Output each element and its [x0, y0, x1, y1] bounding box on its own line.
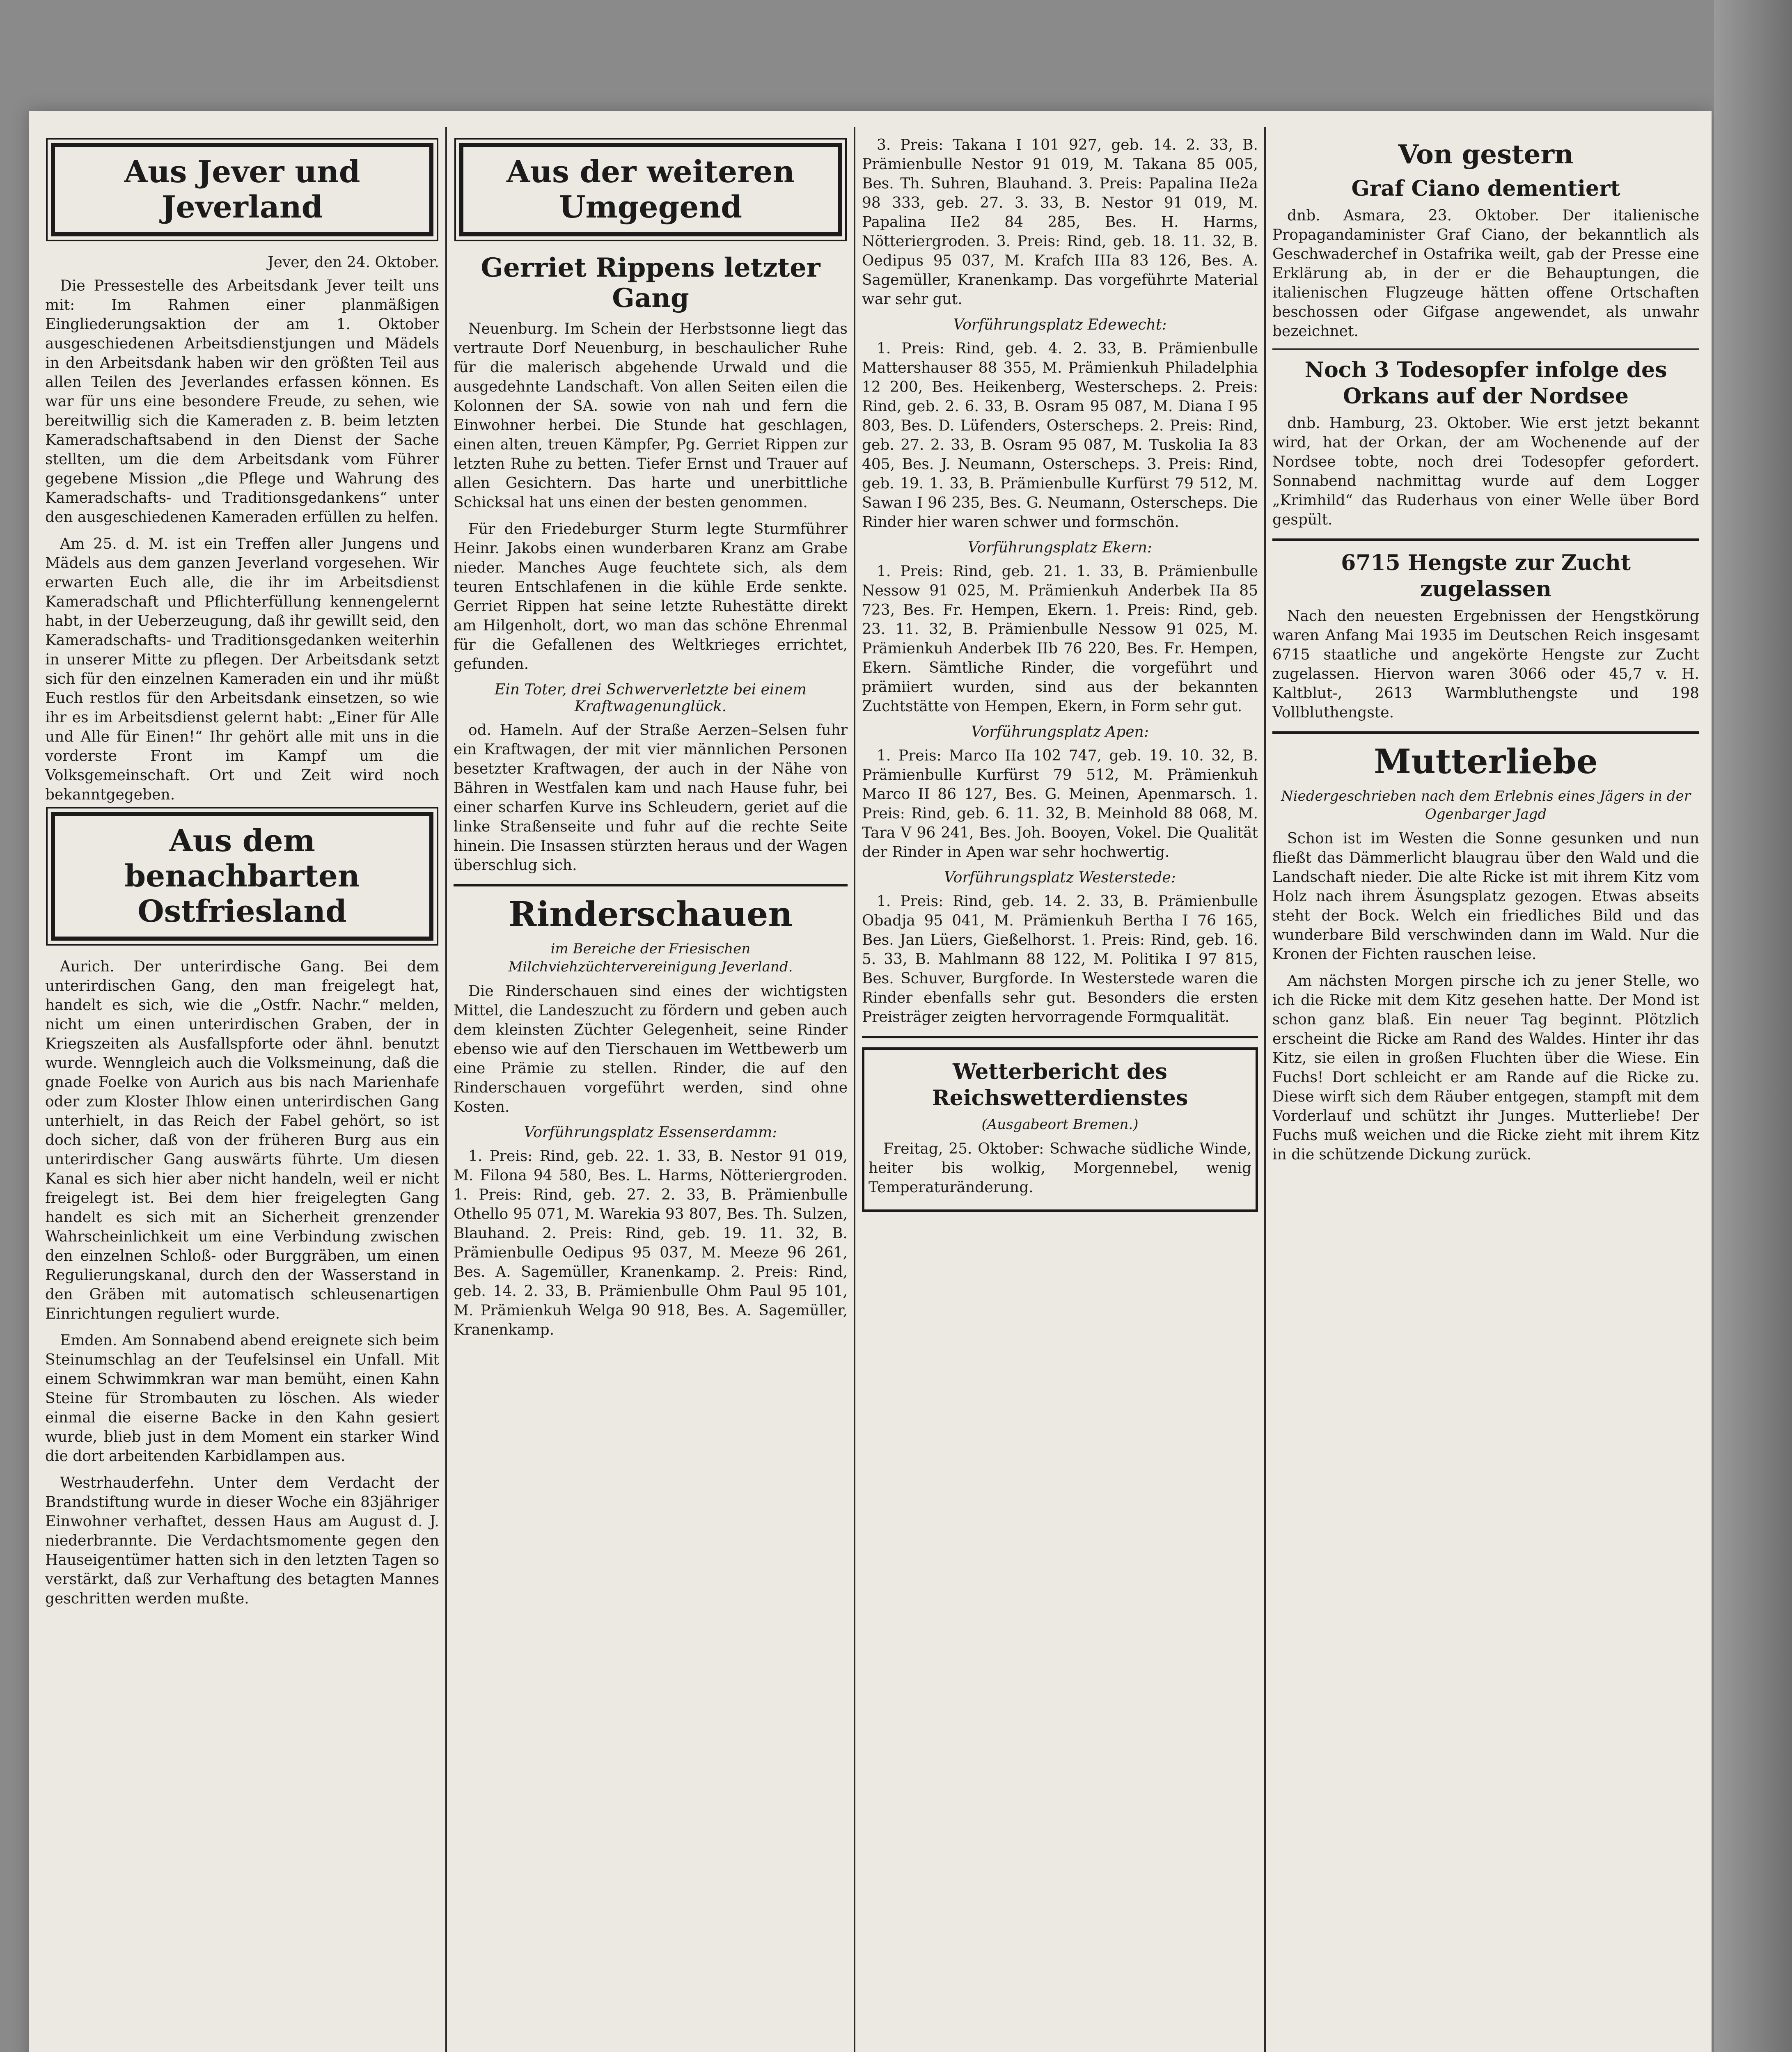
article-hengste: Nach den neuesten Ergebnissen der Hengstkörung waren Anfang Mai 1935 im Deutschen Reich insgesamt 6715 staatliche und angekörte Hengste zur Zucht zugelassen. Hiervon waren 3066 oder 45,7 v. H. Kaltblut-, 2613 Warmbluthengste und 198 Vollbluthengste.	[1272, 608, 1699, 721]
page-edge-shadow	[1714, 0, 1792, 2052]
article-hameln: od. Hameln. Auf der Straße Aerzen–Selsen fuhr ein Kraftwagen, der mit vier männlichen Personen besetzter Kraftwagen, der auch in der Nähe von Bähren in Westfalen kam und nach Hause fuhr, bei einer scharfen Kurve ins Schleudern, geriet auf die linke Straßenseite und fuhr auf die rechte Seite hinein. Die Insassen stürzten heraus und der Wagen überschlug sich.	[454, 722, 848, 874]
column-4	[1272, 135, 1699, 2052]
article-mutterliebe-2: Am nächsten Morgen pirsche ich zu jener Stelle, wo ich die Ricke mit dem Kitz gesehen hatte. Der Mond ist schon ganz blaß. Ein neuer Tag beginnt. Plötzlich erscheint die Ricke am Rand des Waldes. Hinter ihr das Kitz, sie eilen in großen Fluchten über die Wiese. Ein Fuchs! Dort schleicht er am Rande auf die Ricke zu. Diese wirft sich dem Räuber entgegen, stampft mit dem Vorderlauf und schützt ihr Junges. Mutterliebe! Der Fuchs muß weichen und die Ricke zieht mit ihrem Kitz in die schützende Dickung zurück.	[1272, 973, 1699, 1163]
column-rule-1	[445, 127, 447, 2052]
article-westrhauderfehn: Westrhauderfehn. Unter dem Verdacht der Brandstiftung wurde in dieser Woche ein 83jähriger Einwohner verhaftet, dessen Haus am August d. J. niederbrannte. Die Verdachtsmomente gegen den Hauseigentümer hatten sich in den letzten Tagen so verstärkt, daß zur Verhaftung des betagten Mannes geschritten werden mußte.	[45, 1475, 439, 1607]
list-apen: 1. Preis: Marco IIa 102 747, geb. 19. 10. 32, B. Prämienbulle Kurfürst 79 512, M. Prämienkuh Marco II 86 127, Bes. G. Meinen, Apenmarsch. 1. Preis: Rind, geb. 6. 11. 32, B. Meinhold 88 068, M. Tara V 96 241, Bes. Joh. Booyen, Vokel. Die Qualität der Rinder in Apen war sehr hochwertig.	[862, 747, 1258, 861]
article-neuenburg-2: Für den Friedeburger Sturm legte Sturmführer Heinr. Jakobs einen wunderbaren Kranz am Grabe nieder. Manches Auge feuchtete sich, als dem teuren Entschlafenen in die kühle Erde senkte. Gerriet Rippen hat seine letzte Ruhestätte direkt am Hilgenholt, dort, wo man das schöne Ehrenmal für die Gefallenen des Weltkrieges errichtet, gefunden.	[454, 521, 848, 673]
weather-box	[862, 1047, 1258, 1212]
headline-umgegend: Aus der weiteren Umgegend	[459, 143, 842, 236]
weather-forecast: Freitag, 25. Oktober: Schwache südliche Winde, heiter bis wolkig, Morgennebel, wenig Temperaturänderung.	[869, 1141, 1251, 1196]
subhead-ekern: Vorführungsplatz Ekern:	[967, 539, 1153, 556]
headline-ciano: Graf Ciano dementiert	[1351, 176, 1620, 201]
headline-rinderschauen: Rinderschauen	[509, 895, 793, 934]
subhead-mutterliebe: Niedergeschrieben nach dem Erlebnis eines Jägers in der Ogenbarger Jagd	[1281, 788, 1691, 822]
list-essenserdamm-cont: 3. Preis: Takana I 101 927, geb. 14. 2. 33, B. Prämienbulle Nestor 91 019, M. Takana 85 005, Bes. Th. Suhren, Blauhand. 3. Preis: Papalina IIe2a 98 333, geb. 27. 3. 33, B. Nestor 91 019, M. Papalina IIe2 84 285, Bes. H. Harms, Nötteriergroden. 3. Preis: Rind, geb. 18. 11. 32, B. Oedipus 95 037, M. Krafch IIIa 83 126, Bes. A. Sagemüller, Kranenkamp. Das vorgeführte Material war sehr gut.	[862, 137, 1258, 308]
headline-wetterbericht: Wetterbericht des Reichswetterdienstes	[932, 1059, 1188, 1111]
divider	[1272, 538, 1699, 541]
headline-jever: Aus Jever und Jeverland	[51, 143, 433, 236]
subhead-wetterbericht: (Ausgabeort Bremen.)	[981, 1116, 1139, 1133]
headline-ostfriesland: Aus dem benachbarten Ostfriesland	[51, 812, 433, 941]
subhead-westerstede: Vorführungsplatz Westerstede:	[944, 869, 1176, 886]
article-rinderschauen: Die Rinderschauen sind eines der wichtigsten Mittel, die Landeszucht zu fördern und geben auch dem kleinsten Züchter Gelegenheit, seine Rinder ebenso wie auf den Tierschauen im Wettbewerb um eine Prämie zu stellen. Rinder, die auf den Rinderschauen vorgeführt werden, sind ohne Kosten.	[454, 983, 848, 1115]
list-edewecht: 1. Preis: Rind, geb. 4. 2. 33, B. Prämienbulle Mattershauser 88 355, M. Prämienkuh Philadelphia 12 200, Bes. Heikenberg, Westerscheps. 2. Preis: Rind, geb. 2. 6. 33, B. Osram 95 087, M. Diana I 95 803, Bes. D. Lüfenders, Osterscheps. 2. Preis: Rind, geb. 27. 2. 33, B. Osram 95 087, M. Tuskolia Ia 83 405, Bes. J. Neumann, Osterscheps. 3. Preis: Rind, geb. 19. 1. 33, B. Prämienbulle Kurfürst 79 512, M. Sawan I 96 235, Bes. G. Neumann, Osterscheps. Die Rinder hier waren schwer und formschön.	[862, 340, 1258, 531]
list-ekern: 1. Preis: Rind, geb. 21. 1. 33, B. Prämienbulle Nessow 91 025, M. Prämienkuh Anderbek IIa 85 723, Bes. Fr. Hempen, Ekern. 1. Preis: Rind, geb. 23. 11. 32, B. Prämienbulle Nessow 91 025, M. Prämienkuh Anderbek IIb 76 220, Bes. Fr. Hempen, Ekern. Sämtliche Rinder, die vorgeführt und prämiiert wurden, sind aus der bekannten Zuchtstätte von Hempen, Ekern, in Form sehr gut.	[862, 563, 1258, 715]
column-rule-2	[854, 127, 855, 2052]
article-ciano: dnb. Asmara, 23. Oktober. Der italienische Propagandaminister Graf Ciano, der bekanntlich als Geschwaderchef in Ostafrika weilt, gab der Presse eine Erklärung ab, in der er die Behauptungen, die italienischen Flugzeuge hätten offene Ortschaften beschossen oder Gifgase angewendet, als unwahr bezeichnet.	[1272, 207, 1699, 340]
headline-von-gestern: Von gestern	[1398, 139, 1574, 170]
column-2	[454, 135, 848, 2052]
subhead-essenserdamm: Vorführungsplatz Essenserdamm:	[524, 1124, 777, 1141]
article-emden: Emden. Am Sonnabend abend ereignete sich beim Steinumschlag an der Teufelsinsel ein Unfall. Mit einem Schwimmkran war man bemüht, einen Kahn Steine für Strombauten zu löschen. Als wieder einmal die eiserne Backe in den Kahn gesiert wurde, blieb just in dem Moment ein starker Wind die dort arbeitenden Karbidlampen aus.	[45, 1332, 439, 1465]
divider	[454, 884, 848, 886]
divider	[1272, 731, 1699, 734]
headline-hengste: 6715 Hengste zur Zucht zugelassen	[1341, 550, 1631, 602]
article-arbeitsdank: Die Pressestelle des Arbeitsdank Jever teilt uns mit: Im Rahmen einer planmäßigen Eingliederungsaktion der am 1. Oktober ausgeschiedenen Arbeitsdienstjungen und Mädels in den Arbeitsdank haben wir den größten Teil aus allen Teilen des Jeverlandes erfassen können. Es war für uns eine besondere Freude, zu sehen, wie bereitwillig sich die Kameraden z. B. beim letzten Kameradschaftsabend in den Dienst der Sache stellten, um die dem Arbeitsdank vom Führer gegebene Mission „die Pflege und Wahrung des Kameradschafts- und Traditionsgedankens“ unter den ausgeschiedenen Kameraden erfüllen zu helfen.	[45, 277, 439, 526]
newspaper-page	[29, 111, 1712, 2052]
subhead-edewecht: Vorführungsplatz Edewecht:	[953, 316, 1167, 333]
article-aurich: Aurich. Der unterirdische Gang. Bei dem unterirdischen Gang, den man freigelegt hat, handelt es sich, wie die „Ostfr. Nachr.“ melden, nicht um einen unterirdischen Graben, der in Kriegszeiten als Ausfallspforte oder ähnl. benutzt wurde. Wenngleich auch die Volksmeinung, daß die gnade Foelke von Aurich aus bis nach Marienhafe oder zum Kloster Ihlow einen unterirdischen Gang unterhielt, in das Reich der Fabel gehört, so ist doch sicher, daß von der früheren Burg aus ein unterirdischer Gang auswärts führte. Um diesen Kanal es sich hier aber nicht handeln, weil er nicht freigelegt ist. Bei dem hier freigelegten Gang handelt es sich mit an Sicherheit grenzender Wahrscheinlichkeit um eine Verbindung zwischen den einzelnen Schloß- oder Burggräben, um einen Regulierungskanal, durch den der Wasserstand in den Gräben mit automatisch schleusenartigen Einrichtungen reguliert wurde.	[45, 958, 439, 1322]
headline-orkan: Noch 3 Todesopfer infolge des Orkans auf der Nordsee	[1304, 357, 1667, 409]
list-westerstede: 1. Preis: Rind, geb. 14. 2. 33, B. Prämienbulle Obadja 95 041, M. Prämienkuh Bertha I 76 165, Bes. Jan Lüers, Gießelhorst. 1. Preis: Rind, geb. 16. 5. 33, B. Mahlmann 88 122, M. Politika I 97 815, Bes. Schuver, Burgforde. In Westerstede waren die Rinder ebenfalls sehr gut. Besonders die ersten Preisträger zeigten hervorragende Formqualität.	[862, 893, 1258, 1026]
headline-rippens: Gerriet Rippens letzter Gang	[481, 252, 820, 314]
column-rule-3	[1264, 127, 1266, 2052]
article-orkan: dnb. Hamburg, 23. Oktober. Wie erst jetzt bekannt wird, hat der Orkan, der am Wochenende auf der Nordsee tobte, noch drei Todesopfer gefordert. Sonnabend nachmittag wurde auf dem Logger „Krimhild“ das Ruderhaus von einer Welle über Bord gespült.	[1272, 415, 1699, 528]
article-arbeitsdank-2: Am 25. d. M. ist ein Treffen aller Jungens und Mädels aus dem ganzen Jeverland vorgesehen. Wir erwarten Euch alle, die ihr im Arbeitsdienst Kameradschaft und Pflichterfüllung kennengelernt habt, in der Ueberzeugung, daß ihr gewillt seid, den Kameradschafts- und Traditionsgedanken weiterhin in unserer Mitte zu pflegen. Der Arbeitsdank setzt sich für den einzelnen Kameraden ein und ihr müßt Euch restlos für den Arbeitsdank einsetzen, so wie ihr es im Arbeitsdienst gelernt habt: „Einer für Alle und Alle für Einen!“ Ihr gehört alle mit uns in die vorderste Front im Kampf um die Volksgemeinschaft. Ort und Zeit wird noch bekanntgegeben.	[45, 536, 439, 803]
article-neuenburg: Neuenburg. Im Schein der Herbstsonne liegt das vertraute Dorf Neuenburg, in beschaulicher Ruhe für die malerisch abgehende Urwald und die ausgedehnte Landschaft. Von allen Seiten eilen die Kolonnen der SA. sowie von nah und fern die Einwohner herbei. Die Stunde hat geschlagen, einen alten, treuen Kämpfer, Pg. Gerriet Rippen zur letzten Ruhe zu betten. Tiefer Ernst und Trauer auf allen Gesichtern. Das harte und unerbittliche Schicksal hat uns einen der besten genommen.	[454, 321, 848, 511]
subhead-apen: Vorführungsplatz Apen:	[971, 724, 1149, 740]
dateline-jever: Jever, den 24. Oktober.	[268, 254, 439, 271]
divider	[862, 1036, 1258, 1038]
subhead-kraftwagen: Ein Toter, drei Schwerverletzte bei einem Kraftwagenunglück.	[494, 681, 807, 715]
list-essenserdamm: 1. Preis: Rind, geb. 22. 1. 33, B. Nestor 91 019, M. Filona 94 580, Bes. L. Harms, Nötteriergroden. 1. Preis: Rind, geb. 27. 2. 33, B. Prämienbulle Othello 95 071, M. Warekia 93 807, Bes. Th. Sulzen, Blauhand. 2. Preis: Rind, geb. 19. 11. 32, B. Prämienbulle Oedipus 95 037, M. Meeze 96 261, Bes. A. Sagemüller, Kranenkamp. 2. Preis: Rind, geb. 14. 2. 33, B. Prämienbulle Ohm Paul 95 101, M. Prämienkuh Welga 90 918, Bes. A. Sagemüller, Kranenkamp.	[454, 1148, 848, 1338]
headline-mutterliebe: Mutterliebe	[1374, 742, 1598, 781]
column-1	[45, 135, 439, 2052]
divider	[1272, 348, 1699, 350]
column-3	[862, 135, 1258, 2052]
article-mutterliebe: Schon ist im Westen die Sonne gesunken und nun fließt das Dämmerlicht blaugrau über den Wald und die Landschaft nieder. Die alte Ricke ist mit ihrem Kitz vom Holz nach ihrem Äsungsplatz gezogen. Etwas abseits steht der Bock. Welch ein friedliches Bild und das wunderbare Bild verschwinden dann im Wald. Nur die Kronen der Fichten rauschen leise.	[1272, 830, 1699, 963]
subhead-rinderschauen: im Bereiche der Friesischen Milchviehzüchtervereinigung Jeverland.	[508, 941, 793, 975]
